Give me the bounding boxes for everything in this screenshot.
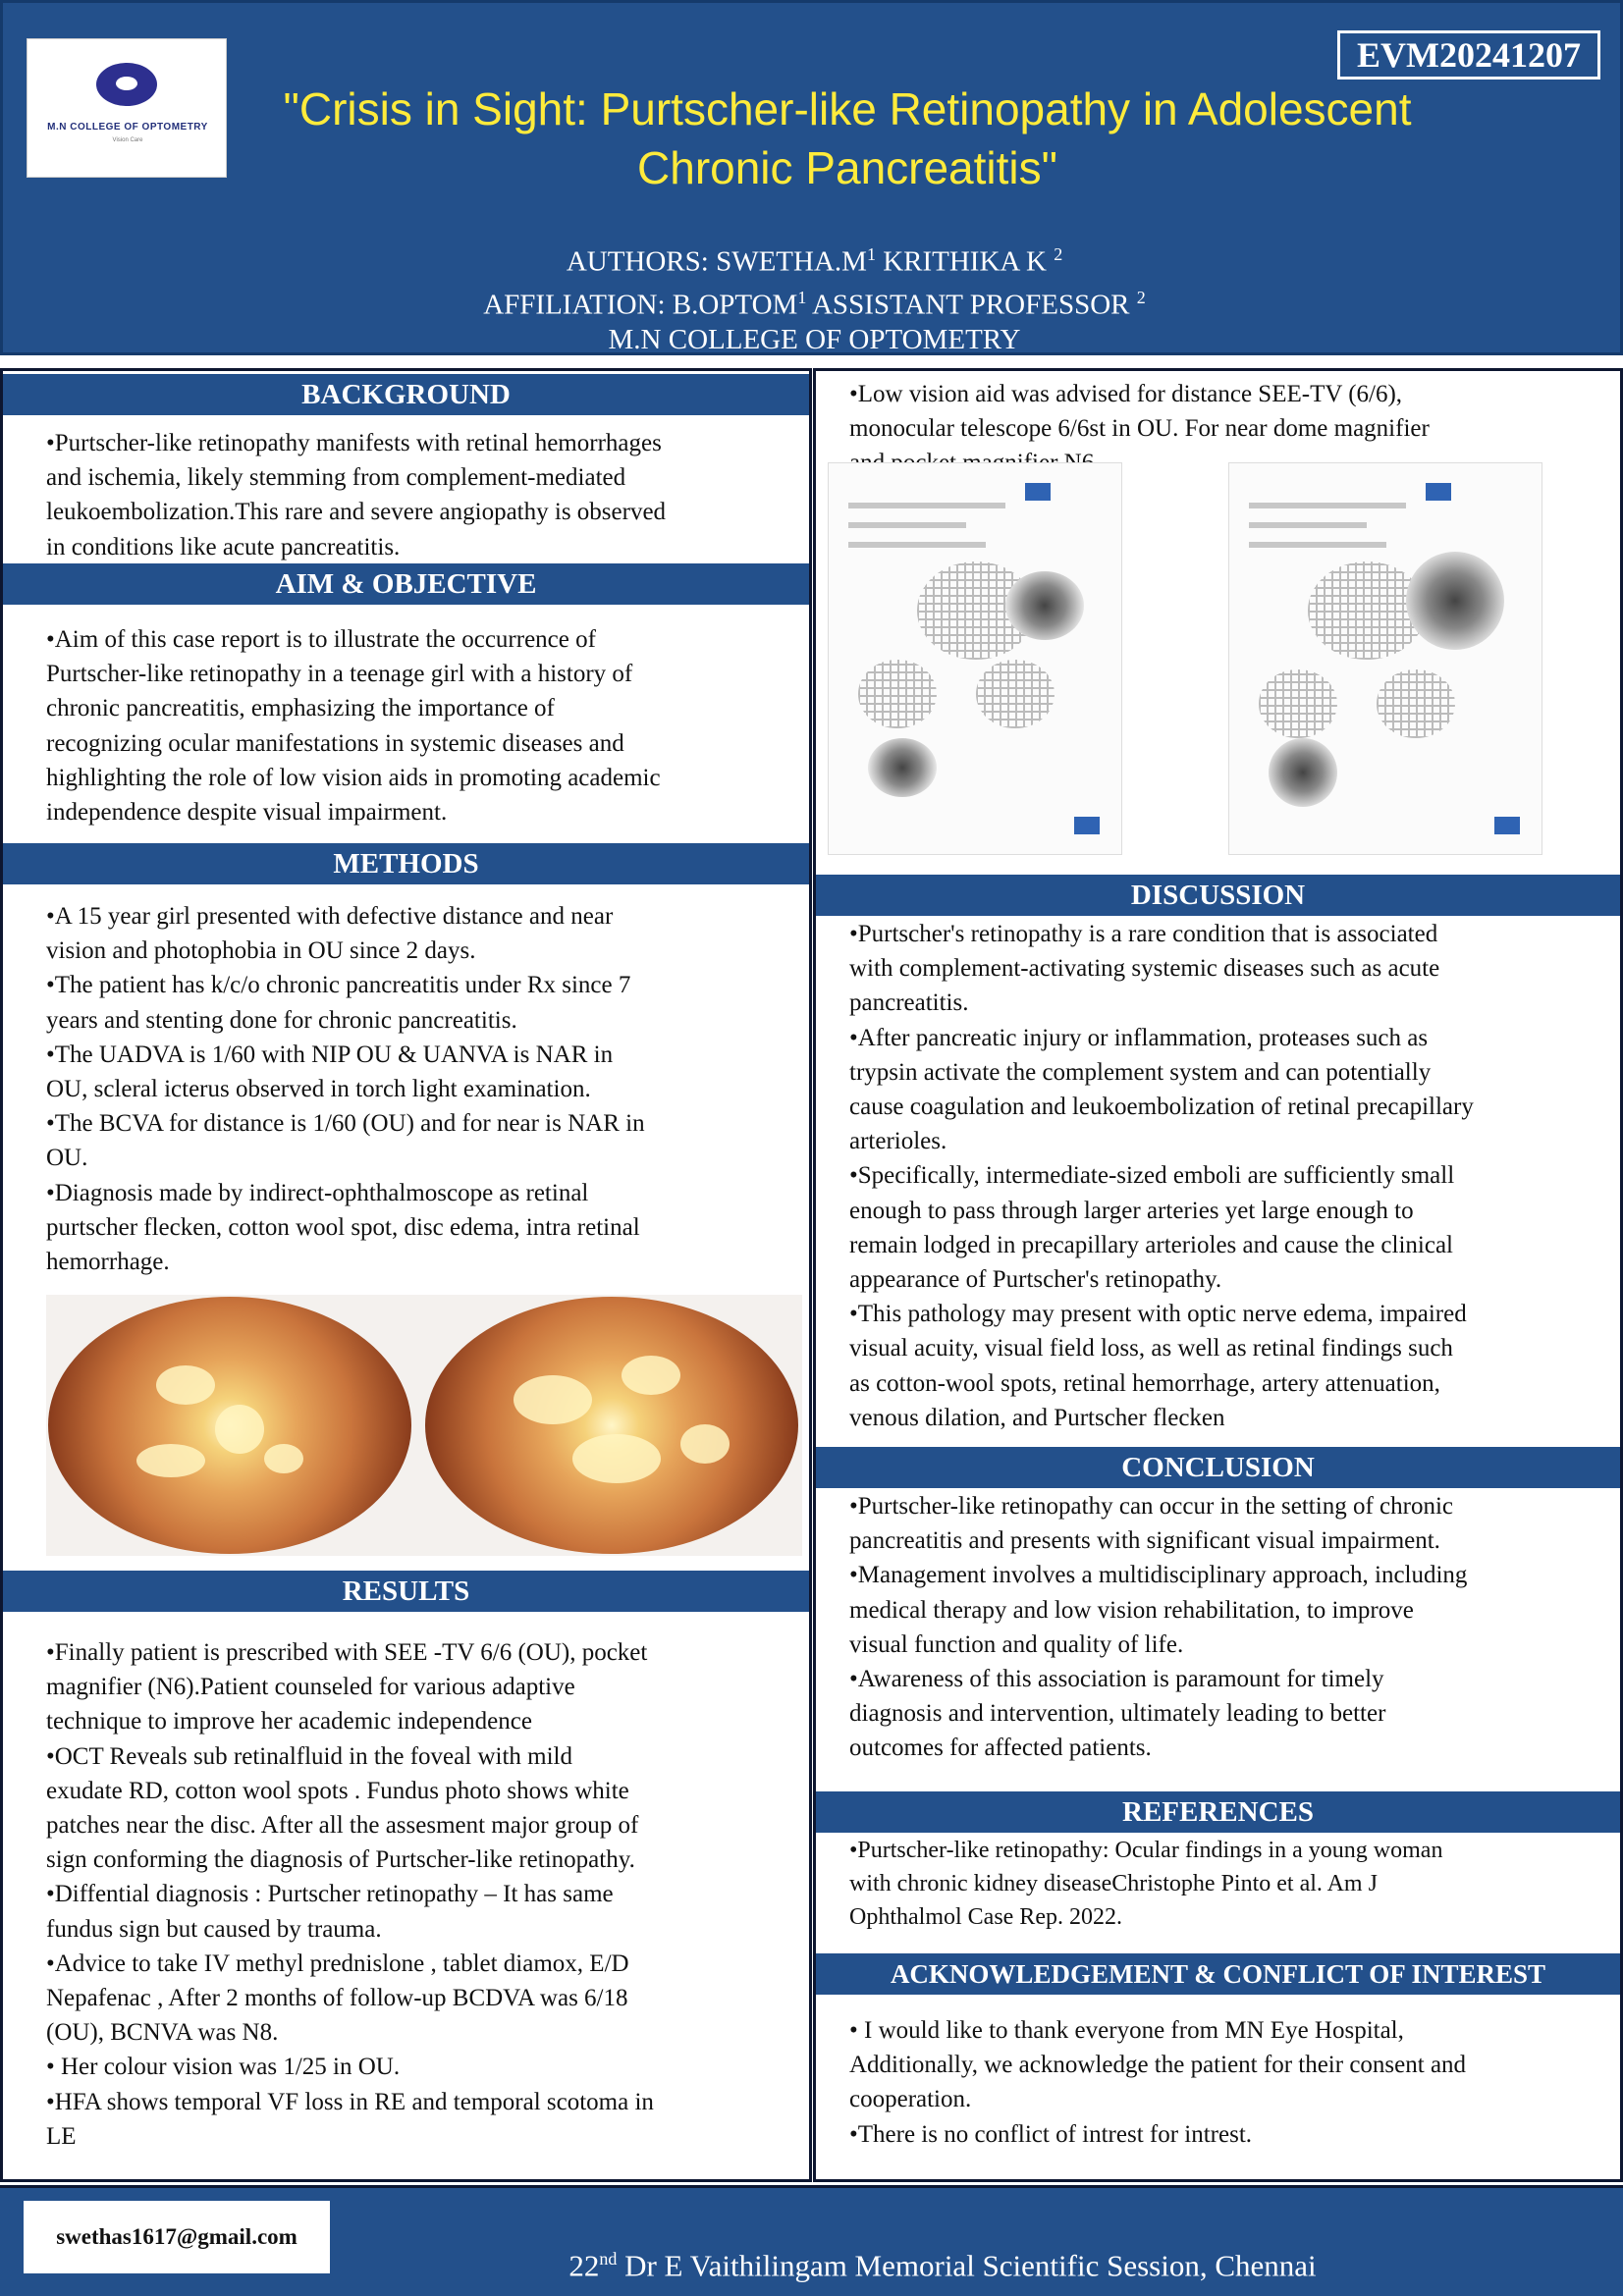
poster-title: "Crisis in Sight: Purtscher-like Retinopathy in Adolescent Chronic Pancreatitis"	[283, 83, 1412, 193]
institution-line: M.N COLLEGE OF OPTOMETRY	[608, 324, 1021, 356]
acknowledgement-heading: ACKNOWLEDGEMENT & CONFLICT OF INTEREST	[816, 1953, 1620, 1995]
hfa-report-left-eye	[1228, 462, 1542, 855]
background-heading: BACKGROUND	[3, 374, 809, 415]
aim-text: •Aim of this case report is to illustrate the occurrence of Purtscher-like retinopathy in a teenage girl with a history of chronic pancreatitis, emphasizing the importance of recognizing ocular manifestations in systemic diseases and highlighting the role of low vision aids in promoting academic independence despite visual impairment.	[46, 626, 661, 827]
lva-text: •Low vision aid was advised for distance SEE-TV (6/6), monocular telescope 6/6st in OU. For near dome magnifier	[849, 381, 1430, 443]
conference-name: 22nd Dr E Vaithilingam Memorial Scientific Session, Chennai	[568, 2248, 1317, 2283]
hfa-report-right-eye	[828, 462, 1122, 855]
discussion-text: •Purtscher's retinopathy is a rare condition that is associated with complement-activating systemic diseases such as acute pancreatitis. •After pancreatic injury or inflammation, proteases such as trypsin activate the complement system and can potentially cause coagulation and leukoembolization of retinal precapillary arterioles. •Specifically, intermediate-sized emboli are sufficiently small enough to pass through larger arteries yet large enough to remain lodged in precapillary arterioles and cause the clinical appearance of Purtscher's retinopathy. •This pathology may present with optic nerve edema, impaired visual acuity, visual field loss, as well as retinal findings such as cotton-wool spots, retinal hemorrhage, artery attenuation, venous dilation, and Purtscher flecken	[849, 921, 1474, 1431]
results-text: •Finally patient is prescribed with SEE -TV 6/6 (OU), pocket magnifier (N6).Patient counseled for various adaptive technique to improve her academic independence •OCT Reveals sub retinalfluid in the foveal with mild exudate RD, cotton wool spots . Fundus photo shows white patches near the disc. After all the assesment major group of sign conforming the diagnosis of Purtscher-like retinopathy. •Diffential diagnosis : Purtscher retinopathy – It has same fundus sign but caused by trauma. •Advice to take IV methyl prednislone , tablet diamox, E/D Nepafenac , After 2 months of follow-up BCDVA was 6/18 (OU), BCNVA was N8. • Her colour vision was 1/25 in OU. •HFA shows temporal VF loss in RE and temporal scotoma in LE	[46, 1639, 654, 2150]
zeiss-logo-icon	[1426, 483, 1451, 501]
fundus-photo-left-eye	[425, 1297, 798, 1554]
discussion-heading: DISCUSSION	[816, 875, 1620, 916]
fundus-photo-right-eye	[48, 1297, 411, 1554]
logo-text: M.N COLLEGE OF OPTOMETRY	[47, 122, 208, 133]
eye-emblem-icon	[96, 63, 157, 106]
zeiss-logo-icon	[1494, 817, 1520, 834]
background-text: •Purtscher-like retinopathy manifests with retinal hemorrhages and ischemia, likely stemming from complement-mediated leukoembolization.This rare and severe angiopathy is observed in conditions like acute pancreatitis.	[46, 430, 667, 561]
zeiss-logo-icon	[1025, 483, 1051, 501]
authors-line: AUTHORS: $SWETHA.M^1$ KRITHIKA K $^2$	[566, 244, 1063, 278]
poster-header	[0, 0, 1623, 355]
methods-heading: METHODS	[3, 843, 809, 884]
references-heading: REFERENCES	[816, 1791, 1620, 1833]
logo-tagline: Vision Care	[112, 137, 143, 143]
right-column	[813, 368, 1623, 2182]
poster-id: EVM20241207	[1337, 30, 1600, 80]
authors-block	[199, 237, 1430, 357]
contact-email[interactable]: swethas1617@gmail.com	[24, 2201, 330, 2273]
affiliation-line: AFFILIATION: B.OPTOM$^1$ ASSISTANT PROFESSOR $^2$	[483, 287, 1146, 321]
poster-footer	[0, 2185, 1623, 2296]
aim-heading: AIM & OBJECTIVE	[3, 563, 809, 605]
results-heading: RESULTS	[3, 1571, 809, 1612]
left-column	[0, 368, 812, 2182]
conclusion-heading: CONCLUSION	[816, 1447, 1620, 1488]
fundus-photographs	[46, 1295, 802, 1556]
conclusion-text: •Purtscher-like retinopathy can occur in the setting of chronic pancreatitis and presents with significant visual impairment. •Management involves a multidisciplinary approach, including medical therapy and low vision rehabilitation, to improve visual function and quality of life. •Awareness of this association is paramount for timely diagnosis and intervention, ultimately leading to better outcomes for affected patients.	[849, 1493, 1468, 1762]
zeiss-logo-icon	[1074, 817, 1100, 834]
references-text: •Purtscher-like retinopathy: Ocular findings in a young woman with chronic kidney diseaseChristophe Pinto et al. Am J Ophthalmol Case Rep. 2022.	[849, 1838, 1443, 1930]
acknowledgement-text: • I would like to thank everyone from MN Eye Hospital, Additionally, we acknowledge the patient for their consent and cooperation. •There is no conflict of intrest for intrest.	[849, 2017, 1467, 2148]
college-logo	[27, 38, 227, 178]
methods-text: •A 15 year girl presented with defective distance and near vision and photophobia in OU since 2 days. •The patient has k/c/o chronic pancreatitis under Rx since 7 years and stenting done for chronic pancreatitis. •The UADVA is 1/60 with NIP OU & UANVA is NAR in OU, scleral icterus observed in torch light examination. •The BCVA for distance is 1/60 (OU) and for near is NAR in OU. •Diagnosis made by indirect-ophthalmoscope as retinal purtscher flecken, cotton wool spot, disc edema, intra retinal hemorrhage.	[46, 903, 645, 1276]
